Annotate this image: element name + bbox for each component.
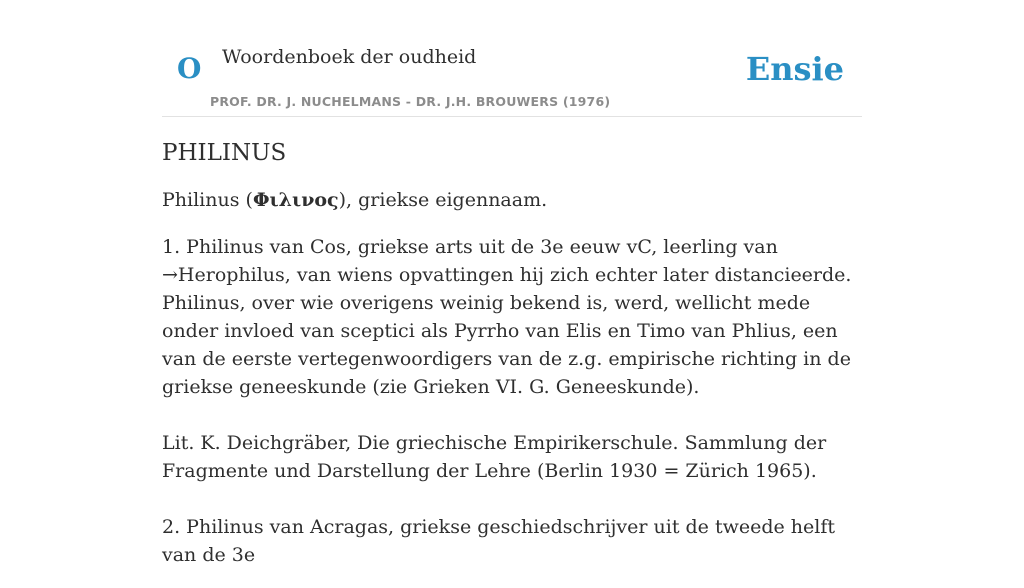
entry-intro bbox=[162, 186, 862, 214]
book-title[interactable]: Woordenboek der oudheid bbox=[222, 46, 477, 68]
entry-title: PHILINUS bbox=[162, 140, 287, 166]
spacer bbox=[162, 420, 862, 429]
page-header bbox=[162, 0, 862, 117]
book-authors: PROF. DR. J. NUCHELMANS - DR. J.H. BROUWERS (1976) bbox=[210, 94, 611, 109]
ensie-logo[interactable]: Ensie bbox=[745, 50, 844, 88]
cross-reference-link[interactable] bbox=[162, 264, 285, 286]
herophilus-link-text: Herophilus bbox=[177, 264, 285, 286]
entry-content bbox=[162, 140, 862, 588]
volume-letter: O bbox=[177, 52, 202, 85]
entry-paragraph-1 bbox=[162, 233, 862, 401]
intro-text-end: ), griekse eigennaam. bbox=[338, 189, 548, 211]
intro-text-start: Philinus ( bbox=[162, 189, 253, 211]
literature-reference: Lit. K. Deichgräber, Die griechische Empirikerschule. Sammlung der Fragmente und Darstellung der Lehre (Berlin 1930 = Zürich 1965). bbox=[162, 432, 827, 482]
greek-name: Φιλινος bbox=[252, 189, 339, 211]
entry-paragraph-2: 2. Philinus van Acragas, griekse geschiedschrijver uit de tweede helft van de 3e bbox=[162, 516, 836, 566]
paragraph-1-end: , van wiens opvattingen hij zich echter later distancieerde. Philinus, over wie overigens weinig bekend is, werd, wellicht mede onder invloed van sceptici als Pyrrho van Elis en Timo van Phlius, een van de eerste vertegenwoordigers van de z.g. empirische richting in de griekse geneeskunde (zie Grieken VI. G. Geneeskunde). bbox=[162, 264, 852, 398]
arrow-icon: → bbox=[162, 264, 178, 286]
paragraph-1-start: 1. Philinus van Cos, griekse arts uit de 3e eeuw vC, leerling van bbox=[162, 236, 778, 258]
